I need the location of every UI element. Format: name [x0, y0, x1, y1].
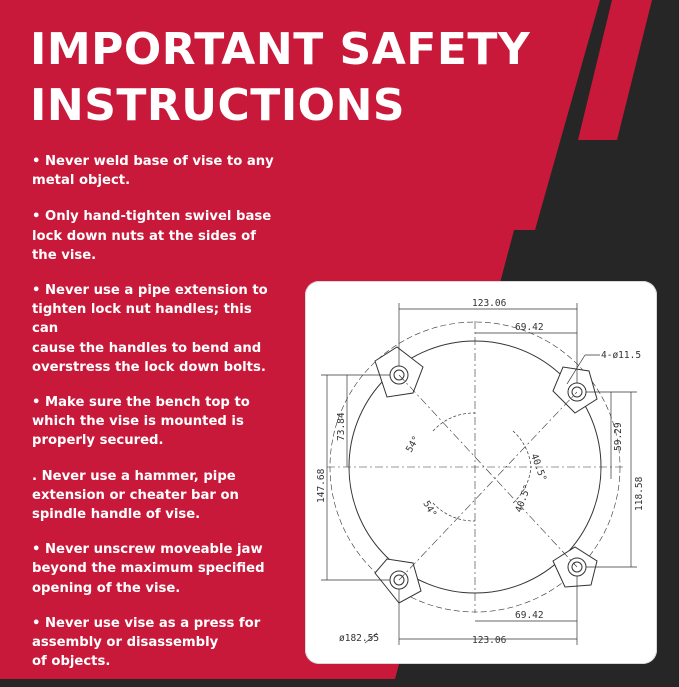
instruction-item: • Only hand-tighten swivel base lock down nuts at the sides of the vise. [32, 209, 272, 263]
instruction-item: . Never use a hammer, pipe extension or cheater bar on spindle handle of vise. [32, 468, 239, 523]
page-title [30, 22, 530, 134]
dim-top-width: 123.06 [472, 298, 507, 309]
dim-bottom-width: 123.06 [472, 635, 507, 646]
mounting-lugs [375, 347, 597, 603]
dim-left-total: 147.68 [316, 468, 327, 503]
title-line-2: INSTRUCTIONS [30, 80, 406, 131]
mounting-holes [390, 366, 586, 589]
instruction-item: • Never weld base of vise to any metal object. [32, 154, 274, 189]
angle-40-upper: 40.5° [528, 452, 549, 483]
title-line-1: IMPORTANT SAFETY [30, 24, 531, 75]
dimension-lines [321, 303, 637, 645]
angle-40-lower: 40.5° [513, 483, 534, 515]
dim-hole-spec: 4-ø11.5 [601, 350, 642, 361]
instruction-item: • Never use vise as a press for assembly or disassembly of objects. [32, 615, 261, 670]
dim-diameter: ø182.55 [339, 633, 380, 644]
dim-bottom-half: 69.42 [515, 610, 544, 621]
dimension-labels [316, 298, 645, 646]
safety-instructions-list [32, 152, 282, 687]
lug-top-right [553, 367, 597, 413]
base-dimension-drawing-panel [305, 281, 657, 664]
dim-right-inner: 59.29 [613, 422, 624, 451]
instruction-item: • Never use a pipe extension to tighten lock nut handles; this can cause the handles to bend and overstress the lock down bolts. [32, 283, 268, 375]
instruction-item: • Never unscrew moveable jaw beyond the maximum specified opening of the vise. [32, 542, 265, 596]
lug-bottom-left [375, 559, 421, 603]
instruction-item: • Make sure the bench top to which the vise is mounted is properly secured. [32, 395, 250, 449]
dim-top-half: 69.42 [515, 322, 544, 333]
dim-right-outer: 118.58 [634, 476, 645, 511]
angle-54-lower: 54° [420, 499, 439, 520]
dim-left-upper: 73.84 [336, 412, 347, 441]
angle-54-upper: 54° [404, 434, 423, 455]
vise-base-technical-drawing [305, 281, 657, 664]
